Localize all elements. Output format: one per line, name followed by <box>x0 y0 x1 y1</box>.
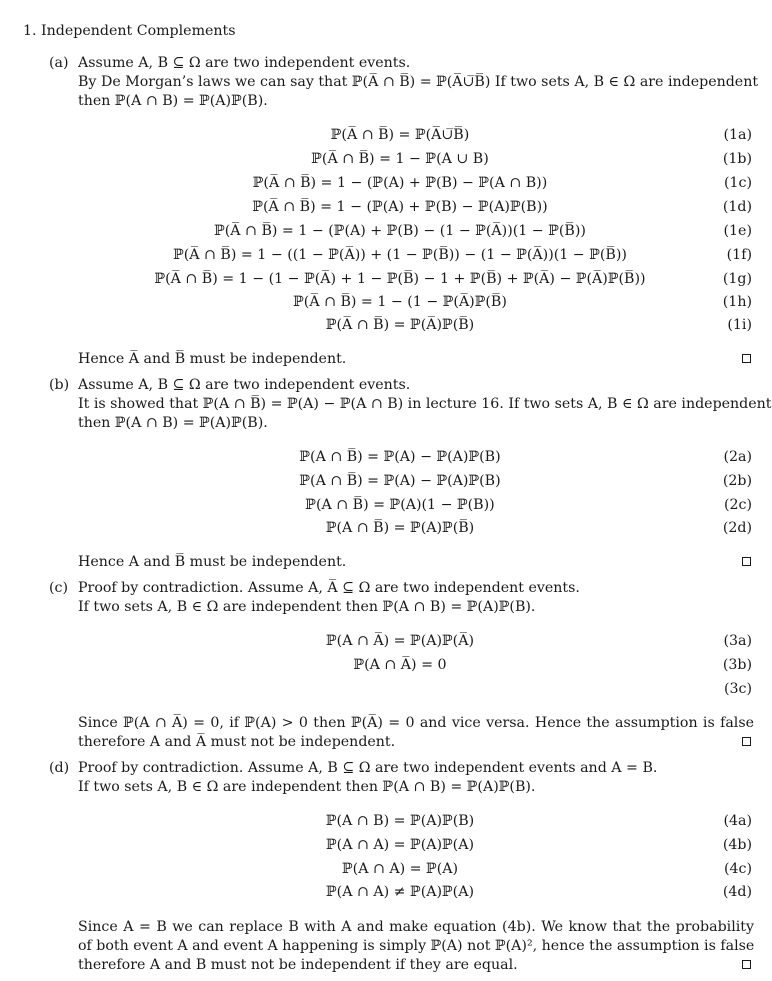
part-a-label: (a) <box>49 55 69 71</box>
part-d-conclusion-2: of both event A and event A happening is simply ℙ(A) not ℙ(A)², hence the assumption is false <box>78 938 755 954</box>
equation-1e: ℙ(A̅ ∩ B̅) = 1 − (ℙ(A) + ℙ(B) − (1 − ℙ(A̅))(1 − ℙ(B̅)) <box>214 223 586 239</box>
qed-box-b <box>742 557 751 566</box>
equation-1i: ℙ(A̅ ∩ B̅) = ℙ(A̅)ℙ(B̅) <box>325 317 475 333</box>
part-d-conclusion-1: Since A = B we can replace B with A and make equation (4b). We know that the probability <box>78 919 754 935</box>
equation-3b: ℙ(A ∩ A̅) = 0 <box>353 657 447 673</box>
part-d-intro-2: If two sets A, B ∈ Ω are independent then ℙ(A ∩ B) = ℙ(A)ℙ(B). <box>78 779 536 795</box>
equation-tag-4c: (4c) <box>723 861 752 877</box>
equation-tag-1c: (1c) <box>723 175 752 191</box>
equation-tag-1g: (1g) <box>722 271 752 287</box>
equation-1h: ℙ(A̅ ∩ B̅) = 1 − (1 − ℙ(A̅)ℙ(B̅) <box>293 294 507 310</box>
equation-2b: ℙ(A ∩ B̅) = ℙ(A) − ℙ(A)ℙ(B) <box>299 473 501 489</box>
equation-4c: ℙ(A ∩ A) = ℙ(A) <box>341 861 459 877</box>
equation-4a: ℙ(A ∩ B) = ℙ(A)ℙ(B) <box>325 813 475 829</box>
equation-2d: ℙ(A ∩ B̅) = ℙ(A)ℙ(B̅) <box>325 520 475 536</box>
equation-1g: ℙ(A̅ ∩ B̅) = 1 − (1 − ℙ(A̅) + 1 − ℙ(B̅) − 1 + ℙ(B̅) + ℙ(A̅) − ℙ(A̅)ℙ(B̅)) <box>154 271 646 287</box>
part-a-intro-1: Assume A, B ⊆ Ω are two independent events. <box>78 55 411 71</box>
part-b-conclusion: Hence A and B̅ must be independent. <box>78 554 347 570</box>
equation-1a: ℙ(A̅ ∩ B̅) = ℙ(A̅∪̅B̅) <box>330 127 470 143</box>
part-d-label: (d) <box>49 760 70 776</box>
equation-tag-1b: (1b) <box>722 151 752 167</box>
equation-1b: ℙ(A̅ ∩ B̅) = 1 − ℙ(A ∪ B) <box>311 151 489 167</box>
equation-tag-1f: (1f) <box>726 247 752 263</box>
equation-tag-2a: (2a) <box>723 449 752 465</box>
equation-2a: ℙ(A ∩ B̅) = ℙ(A) − ℙ(A)ℙ(B) <box>299 449 501 465</box>
equation-tag-4a: (4a) <box>723 813 752 829</box>
equation-tag-2b: (2b) <box>722 473 752 489</box>
equation-tag-3b: (3b) <box>722 657 752 673</box>
equation-tag-1h: (1h) <box>722 294 752 310</box>
part-d-conclusion-3: therefore A and B must not be independent if they are equal. <box>78 957 518 973</box>
qed-box-a <box>742 354 751 363</box>
part-a-conclusion: Hence A̅ and B̅ must be independent. <box>78 351 347 367</box>
part-c-label: (c) <box>49 580 69 596</box>
equation-tag-3c: (3c) <box>723 681 752 697</box>
section-title: 1. Independent Complements <box>23 23 236 39</box>
part-a-intro-2: By De Morgan’s laws we can say that ℙ(A̅ ∩ B̅) = ℙ(A̅∪̅B̅) If two sets A, B ∈ Ω are independent <box>78 74 759 90</box>
equation-tag-1i: (1i) <box>727 317 752 333</box>
equation-tag-1a: (1a) <box>723 127 752 143</box>
part-c-conclusion-1: Since ℙ(A ∩ A̅) = 0, if ℙ(A) > 0 then ℙ(A̅) = 0 and vice versa. Hence the assumption is false <box>78 715 754 731</box>
equation-1d: ℙ(A̅ ∩ B̅) = 1 − (ℙ(A) + ℙ(B) − ℙ(A)ℙ(B)) <box>252 199 548 215</box>
part-d-intro-1: Proof by contradiction. Assume A, B ⊆ Ω are two independent events and A = B. <box>78 760 658 776</box>
equation-2c: ℙ(A ∩ B̅) = ℙ(A)(1 − ℙ(B)) <box>305 497 495 513</box>
equation-tag-2c: (2c) <box>723 497 752 513</box>
equation-1f: ℙ(A̅ ∩ B̅) = 1 − ((1 − ℙ(A̅)) + (1 − ℙ(B̅)) − (1 − ℙ(A̅))(1 − ℙ(B̅)) <box>173 247 627 263</box>
part-a-intro-3: then ℙ(A ∩ B) = ℙ(A)ℙ(B). <box>78 93 268 109</box>
part-c-conclusion-2: therefore A and A̅ must not be independent. <box>78 734 396 750</box>
equation-4b: ℙ(A ∩ A) = ℙ(A)ℙ(A) <box>325 837 474 853</box>
equation-4d: ℙ(A ∩ A) ≠ ℙ(A)ℙ(A) <box>325 884 474 900</box>
part-b-intro-2: It is showed that ℙ(A ∩ B̅) = ℙ(A) − ℙ(A ∩ B) in lecture 16. If two sets A, B ∈ Ω are independent <box>78 396 772 412</box>
part-b-intro-1: Assume A, B ⊆ Ω are two independent events. <box>78 377 411 393</box>
equation-tag-2d: (2d) <box>722 520 752 536</box>
equation-1c: ℙ(A̅ ∩ B̅) = 1 − (ℙ(A) + ℙ(B) − ℙ(A ∩ B)) <box>252 175 548 191</box>
equation-tag-3a: (3a) <box>723 633 752 649</box>
equation-tag-1e: (1e) <box>723 223 752 239</box>
part-b-intro-3: then ℙ(A ∩ B) = ℙ(A)ℙ(B). <box>78 415 268 431</box>
qed-box-c <box>742 737 751 746</box>
qed-box-d <box>742 960 751 969</box>
equation-tag-1d: (1d) <box>722 199 752 215</box>
equation-tag-4d: (4d) <box>722 884 752 900</box>
equation-3a: ℙ(A ∩ A̅) = ℙ(A)ℙ(A̅) <box>325 633 474 649</box>
part-c-intro-2: If two sets A, B ∈ Ω are independent then ℙ(A ∩ B) = ℙ(A)ℙ(B). <box>78 599 536 615</box>
equation-tag-4b: (4b) <box>722 837 752 853</box>
part-b-label: (b) <box>49 377 70 393</box>
part-c-intro-1: Proof by contradiction. Assume A, A̅ ⊆ Ω are two independent events. <box>78 580 580 596</box>
